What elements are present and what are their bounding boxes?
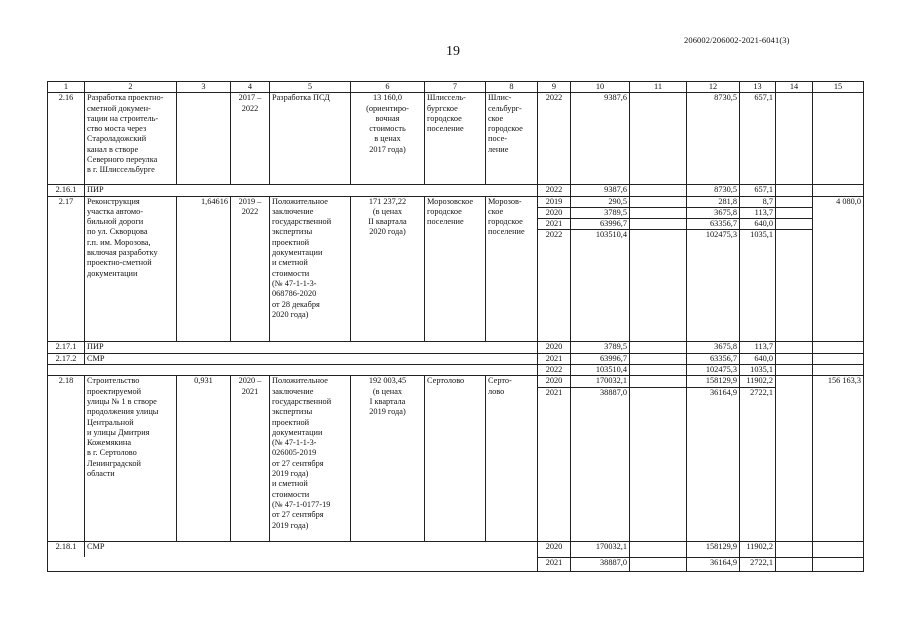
row-number-empty [48,365,85,376]
total-amount: 103510,4 [571,230,630,342]
amount-col-14 [776,342,813,353]
amount-col-15 [813,365,864,376]
recipient: Серто- лово [486,376,538,541]
period: 2019 – 2022 [231,196,270,342]
amount-col-12: 8730,5 [687,185,740,196]
work-type-empty [85,365,538,376]
amount-col-12: 158129,9 [687,376,740,387]
total-amount: 38887,0 [571,557,630,571]
col-header-14: 14 [776,82,813,93]
year: 2021 [538,557,571,571]
amount-col-11 [630,557,687,571]
amount-col-14 [776,230,813,342]
row-number-empty [48,557,85,571]
amount-col-12: 3675,8 [687,342,740,353]
year: 2020 [538,376,571,387]
amount-col-12: 8730,5 [687,93,740,185]
amount-col-12: 63356,7 [687,219,740,230]
amount-col-15 [813,342,864,353]
amount-col-13: 113,7 [740,342,776,353]
amount-col-11 [630,376,687,387]
col-header-1: 1 [48,82,85,93]
total-amount: 9387,6 [571,93,630,185]
total-amount: 290,5 [571,196,630,207]
total-amount: 9387,6 [571,185,630,196]
total-amount: 170032,1 [571,541,630,557]
total-amount: 63996,7 [571,353,630,364]
amount-col-13: 8,7 [740,196,776,207]
table-row [48,557,864,571]
amount-col-15: 156 163,3 [813,376,864,541]
row-number: 2.17 [48,196,85,342]
amount-col-11 [630,219,687,230]
amount-col-14 [776,365,813,376]
page-number: 19 [446,44,460,59]
program-table [47,81,864,572]
work-type: СМР [85,541,538,557]
col-header-5: 5 [270,82,351,93]
col-header-10: 10 [571,82,630,93]
amount-col-14 [776,376,813,541]
amount-col-14 [776,353,813,364]
col-header-12: 12 [687,82,740,93]
amount-col-12: 102475,3 [687,230,740,342]
col-header-9: 9 [538,82,571,93]
year: 2022 [538,185,571,196]
object-length: 1,64616 [177,196,231,342]
year: 2021 [538,219,571,230]
amount-col-15: 4 080,0 [813,196,864,342]
cost: 171 237,22 (в ценах II квартала 2020 года) [351,196,425,342]
object-length [177,93,231,185]
total-amount: 103510,4 [571,365,630,376]
amount-col-14 [776,219,813,230]
cost: 192 003,45 (в ценах I квартала 2019 года) [351,376,425,541]
col-header-2: 2 [85,82,177,93]
year: 2022 [538,365,571,376]
amount-col-13: 1035,1 [740,365,776,376]
amount-col-11 [630,342,687,353]
amount-col-14 [776,557,813,571]
col-header-4: 4 [231,82,270,93]
amount-col-11 [630,185,687,196]
total-amount: 63996,7 [571,219,630,230]
amount-col-11 [630,93,687,185]
amount-col-13: 1035,1 [740,230,776,342]
amount-col-15 [813,541,864,557]
amount-col-13: 640,0 [740,219,776,230]
year: 2020 [538,342,571,353]
basis: Положительное заключение государственной экспертизы проектной документации и сметной стоимости (№ 47-1-1-3- 068786-2020 от 28 декабря 2020 года) [270,196,351,342]
amount-col-15 [813,93,864,185]
amount-col-13: 11902,2 [740,376,776,387]
year: 2022 [538,93,571,185]
col-header-3: 3 [177,82,231,93]
recipient: Морозов- ское городское поселение [486,196,538,342]
col-header-11: 11 [630,82,687,93]
amount-col-11 [630,230,687,342]
basis: Положительное заключение государственной экспертизы проектной документации (№ 47-1-1-3- 026005-2019 от 27 сентября 2019 года) и сметной стоимости (№ 47-1-0177-19 от 27 сентября 2019 года) [270,376,351,541]
work-type-empty [85,557,538,571]
amount-col-11 [630,365,687,376]
table-row [48,93,864,185]
amount-col-12: 3675,8 [687,207,740,218]
amount-col-11 [630,196,687,207]
amount-col-15 [813,557,864,571]
col-header-6: 6 [351,82,425,93]
row-number: 2.18.1 [48,541,85,557]
amount-col-13: 2722,1 [740,557,776,571]
row-number: 2.16 [48,93,85,185]
period: 2020 – 2021 [231,376,270,541]
document-id: 206002/206002-2021-6041(3) [684,35,790,45]
settlement: Сертолово [425,376,486,541]
col-header-13: 13 [740,82,776,93]
amount-col-15 [813,353,864,364]
amount-col-15 [813,185,864,196]
object-name: Реконструкция участка автомо- бильной дороги по ул. Скворцова г.п. им. Морозова, включая разработку проектно-сметной документации [85,196,177,342]
amount-col-11 [630,387,687,541]
amount-col-13: 657,1 [740,93,776,185]
object-name: Строительство проектируемой улицы № 1 в створе продолжения улицы Центральной и улицы Дмитрия Кожемякина в г. Сертолово Ленинградской области [85,376,177,541]
total-amount: 170032,1 [571,376,630,387]
amount-col-13: 640,0 [740,353,776,364]
year: 2022 [538,230,571,342]
total-amount: 3789,5 [571,342,630,353]
row-number: 2.17.2 [48,353,85,364]
table-row [48,541,864,557]
header-row [48,82,864,93]
object-name: Разработка проектно- сметной докумен- тации на строитель- ство моста через Староладожский канал в створе Северного переулка в г. Шлиссельбурге [85,93,177,185]
work-type: ПИР [85,342,538,353]
basis: Разработка ПСД [270,93,351,185]
amount-col-13: 2722,1 [740,387,776,541]
total-amount: 3789,5 [571,207,630,218]
amount-col-12: 281,8 [687,196,740,207]
row-number: 2.16.1 [48,185,85,196]
amount-col-12: 63356,7 [687,353,740,364]
year: 2019 [538,196,571,207]
amount-col-12: 158129,9 [687,541,740,557]
col-header-15: 15 [813,82,864,93]
table-row [48,365,864,376]
amount-col-12: 102475,3 [687,365,740,376]
row-number: 2.18 [48,376,85,541]
col-header-8: 8 [486,82,538,93]
amount-col-13: 113,7 [740,207,776,218]
total-amount: 38887,0 [571,387,630,541]
recipient: Шлис- сельбург- ское городское посе- ление [486,93,538,185]
year: 2020 [538,541,571,557]
year: 2021 [538,387,571,541]
cost: 13 160,0 (ориентиро- вочная стоимость в ценах 2017 года) [351,93,425,185]
amount-col-11 [630,207,687,218]
amount-col-14 [776,93,813,185]
table-row [48,185,864,196]
period: 2017 – 2022 [231,93,270,185]
amount-col-14 [776,196,813,207]
amount-col-14 [776,541,813,557]
table-row [48,353,864,364]
table-row [48,342,864,353]
settlement: Морозовское городское поселение [425,196,486,342]
amount-col-11 [630,353,687,364]
amount-col-12: 36164,9 [687,387,740,541]
col-header-7: 7 [425,82,486,93]
amount-col-13: 657,1 [740,185,776,196]
work-type: ПИР [85,185,538,196]
settlement: Шлиссель- бургское городское поселение [425,93,486,185]
amount-col-14 [776,207,813,218]
amount-col-13: 11902,2 [740,541,776,557]
table-row [48,376,864,387]
amount-col-14 [776,185,813,196]
row-number: 2.17.1 [48,342,85,353]
work-type: СМР [85,353,538,364]
year: 2020 [538,207,571,218]
table-row [48,196,864,207]
object-length: 0,931 [177,376,231,541]
amount-col-11 [630,541,687,557]
amount-col-12: 36164,9 [687,557,740,571]
year: 2021 [538,353,571,364]
